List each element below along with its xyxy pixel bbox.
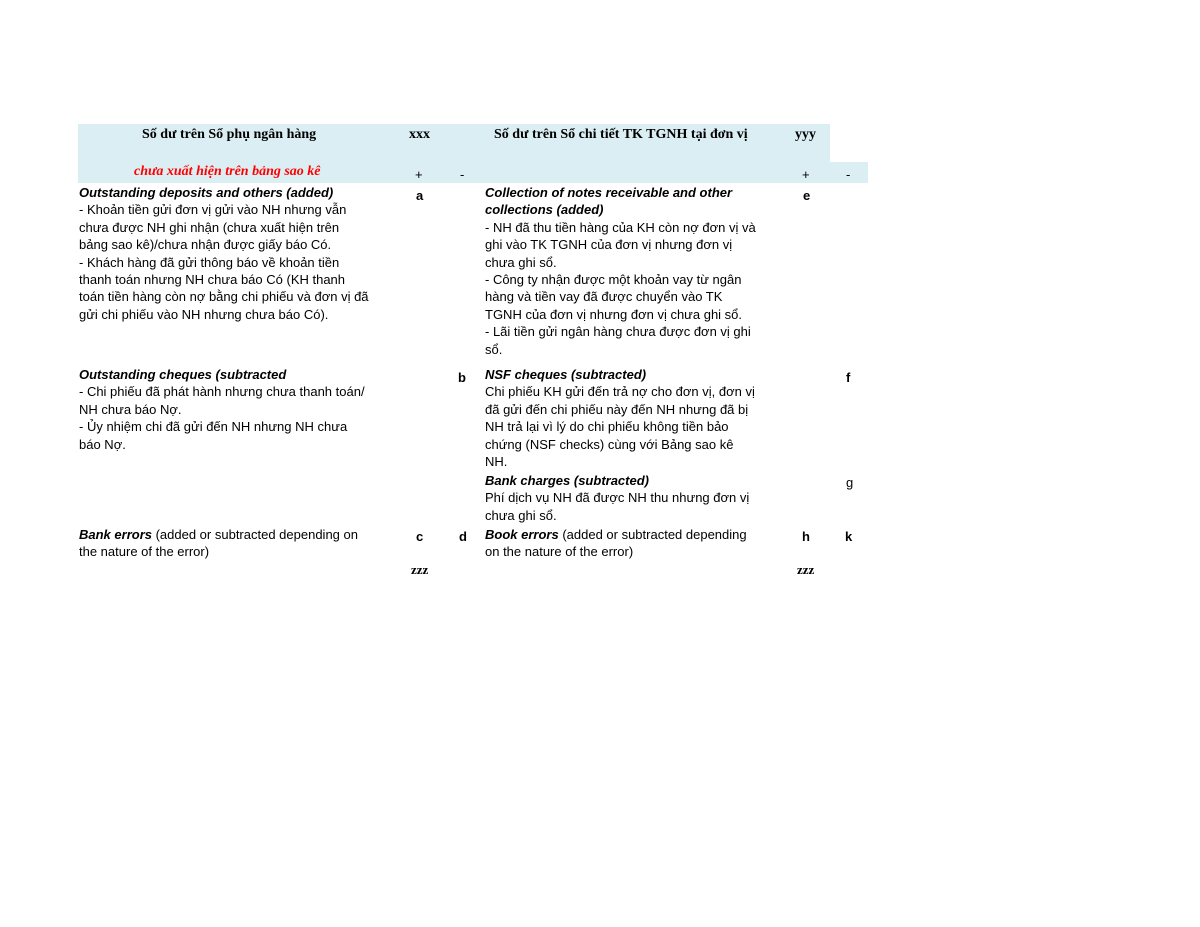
nsf-line: Chi phiếu KH gửi đến trả nợ cho đơn vị, đơn vị xyxy=(485,384,755,400)
bank-errors-desc: (added or subtracted depending on xyxy=(151,527,358,542)
left-total: zzz xyxy=(411,562,429,577)
deposit-line: - Khách hàng đã gửi thông báo về khoản tiền xyxy=(79,254,340,270)
charges-line: Phí dịch vụ NH đã được NH thu nhưng đơn vị xyxy=(485,490,750,506)
cheque-line: báo Nợ. xyxy=(79,436,126,452)
deposit-line: gửi chi phiếu vào NH nhưng chưa báo Có). xyxy=(79,306,329,322)
left-balance-value: xxx xyxy=(409,127,430,142)
nsf-cheques-block xyxy=(485,366,795,470)
nsf-line: đã gửi đến chi phiếu này đến NH nhưng đã bị xyxy=(485,401,749,417)
marker-b: b xyxy=(458,370,466,385)
book-errors-desc-2: on the nature of the error) xyxy=(485,544,634,560)
cheque-line: NH chưa báo Nợ. xyxy=(79,401,182,417)
outstanding-cheques-title: Outstanding cheques (subtracted xyxy=(79,367,287,382)
marker-d: d xyxy=(459,529,467,544)
collection-line: sổ. xyxy=(485,341,503,357)
deposit-line: toán tiền hàng còn nợ bằng chi phiếu và đơn vị đã xyxy=(79,289,369,305)
marker-k: k xyxy=(845,529,853,544)
marker-e: e xyxy=(803,188,811,203)
outstanding-cheques-block xyxy=(79,366,409,453)
deposit-line: chưa được NH ghi nhận (chưa xuất hiện trên xyxy=(79,219,340,235)
marker-h: h xyxy=(802,529,810,544)
right-plus-header: + xyxy=(802,167,810,182)
marker-g: g xyxy=(846,475,854,490)
marker-f: f xyxy=(846,370,851,385)
marker-a: a xyxy=(416,188,424,203)
left-balance-title: Số dư trên Sổ phụ ngân hàng xyxy=(142,127,317,142)
bank-errors-block xyxy=(79,526,409,561)
collection-line: hàng và tiền vay đã được chuyển vào TK xyxy=(485,289,723,305)
outstanding-deposits-title: Outstanding deposits and others (added) xyxy=(79,185,334,200)
nsf-cheques-title: NSF cheques (subtracted) xyxy=(485,367,647,382)
right-total: zzz xyxy=(797,562,815,577)
book-errors-title: Book errors xyxy=(485,527,559,542)
collections-block xyxy=(485,184,795,358)
not-on-statement-label: chưa xuất hiện trên bảng sao kê xyxy=(134,164,321,179)
nsf-line: NH. xyxy=(485,454,508,470)
left-minus-header: - xyxy=(460,167,465,182)
deposit-line: bảng sao kê)/chưa nhận được giấy báo Có. xyxy=(79,237,332,253)
right-minus-header: - xyxy=(846,167,851,182)
collection-line: TGNH của đơn vị nhưng đơn vị chưa ghi sổ. xyxy=(485,306,743,322)
collections-title: Collection of notes receivable and other xyxy=(485,185,733,200)
bank-charges-title: Bank charges (subtracted) xyxy=(485,473,649,488)
marker-c: c xyxy=(416,529,424,544)
book-errors-block xyxy=(485,526,795,561)
nsf-line: NH trả lại vì lý do chi phiếu không tiền bảo xyxy=(485,419,729,435)
bank-charges-block xyxy=(485,472,795,524)
charges-line: chưa ghi sổ. xyxy=(485,507,557,523)
outstanding-deposits-block xyxy=(79,184,409,323)
bank-errors-desc-2: the nature of the error) xyxy=(79,544,210,560)
bank-errors-title: Bank errors xyxy=(79,527,152,542)
collection-line: - NH đã thu tiền hàng của KH còn nợ đơn vị và xyxy=(485,219,756,235)
collection-line: - Lãi tiền gửi ngân hàng chưa được đơn vị ghi xyxy=(485,324,751,340)
deposit-line: - Khoản tiền gửi đơn vị gửi vào NH nhưng vẫn xyxy=(79,202,347,218)
left-plus-header: + xyxy=(415,167,423,182)
cheque-line: - Chi phiếu đã phát hành nhưng chưa thanh toán/ xyxy=(79,384,365,400)
deposit-line: thanh toán nhưng NH chưa báo Có (KH thanh xyxy=(79,272,346,288)
right-balance-title: Số dư trên Sổ chi tiết TK TGNH tại đơn vị xyxy=(494,127,748,142)
cheque-line: - Ủy nhiệm chi đã gửi đến NH nhưng NH chưa xyxy=(79,419,348,435)
book-errors-desc: (added or subtracted depending xyxy=(558,527,747,542)
right-balance-value: yyy xyxy=(795,127,816,142)
collection-line: chưa ghi sổ. xyxy=(485,254,557,270)
collection-line: - Công ty nhận được một khoản vay từ ngân xyxy=(485,272,742,288)
collections-title-2: collections (added) xyxy=(485,202,604,218)
collection-line: ghi vào TK TGNH của đơn vị nhưng đơn vị xyxy=(485,237,733,253)
nsf-line: chứng (NSF checks) cùng với Bảng sao kê xyxy=(485,436,734,452)
